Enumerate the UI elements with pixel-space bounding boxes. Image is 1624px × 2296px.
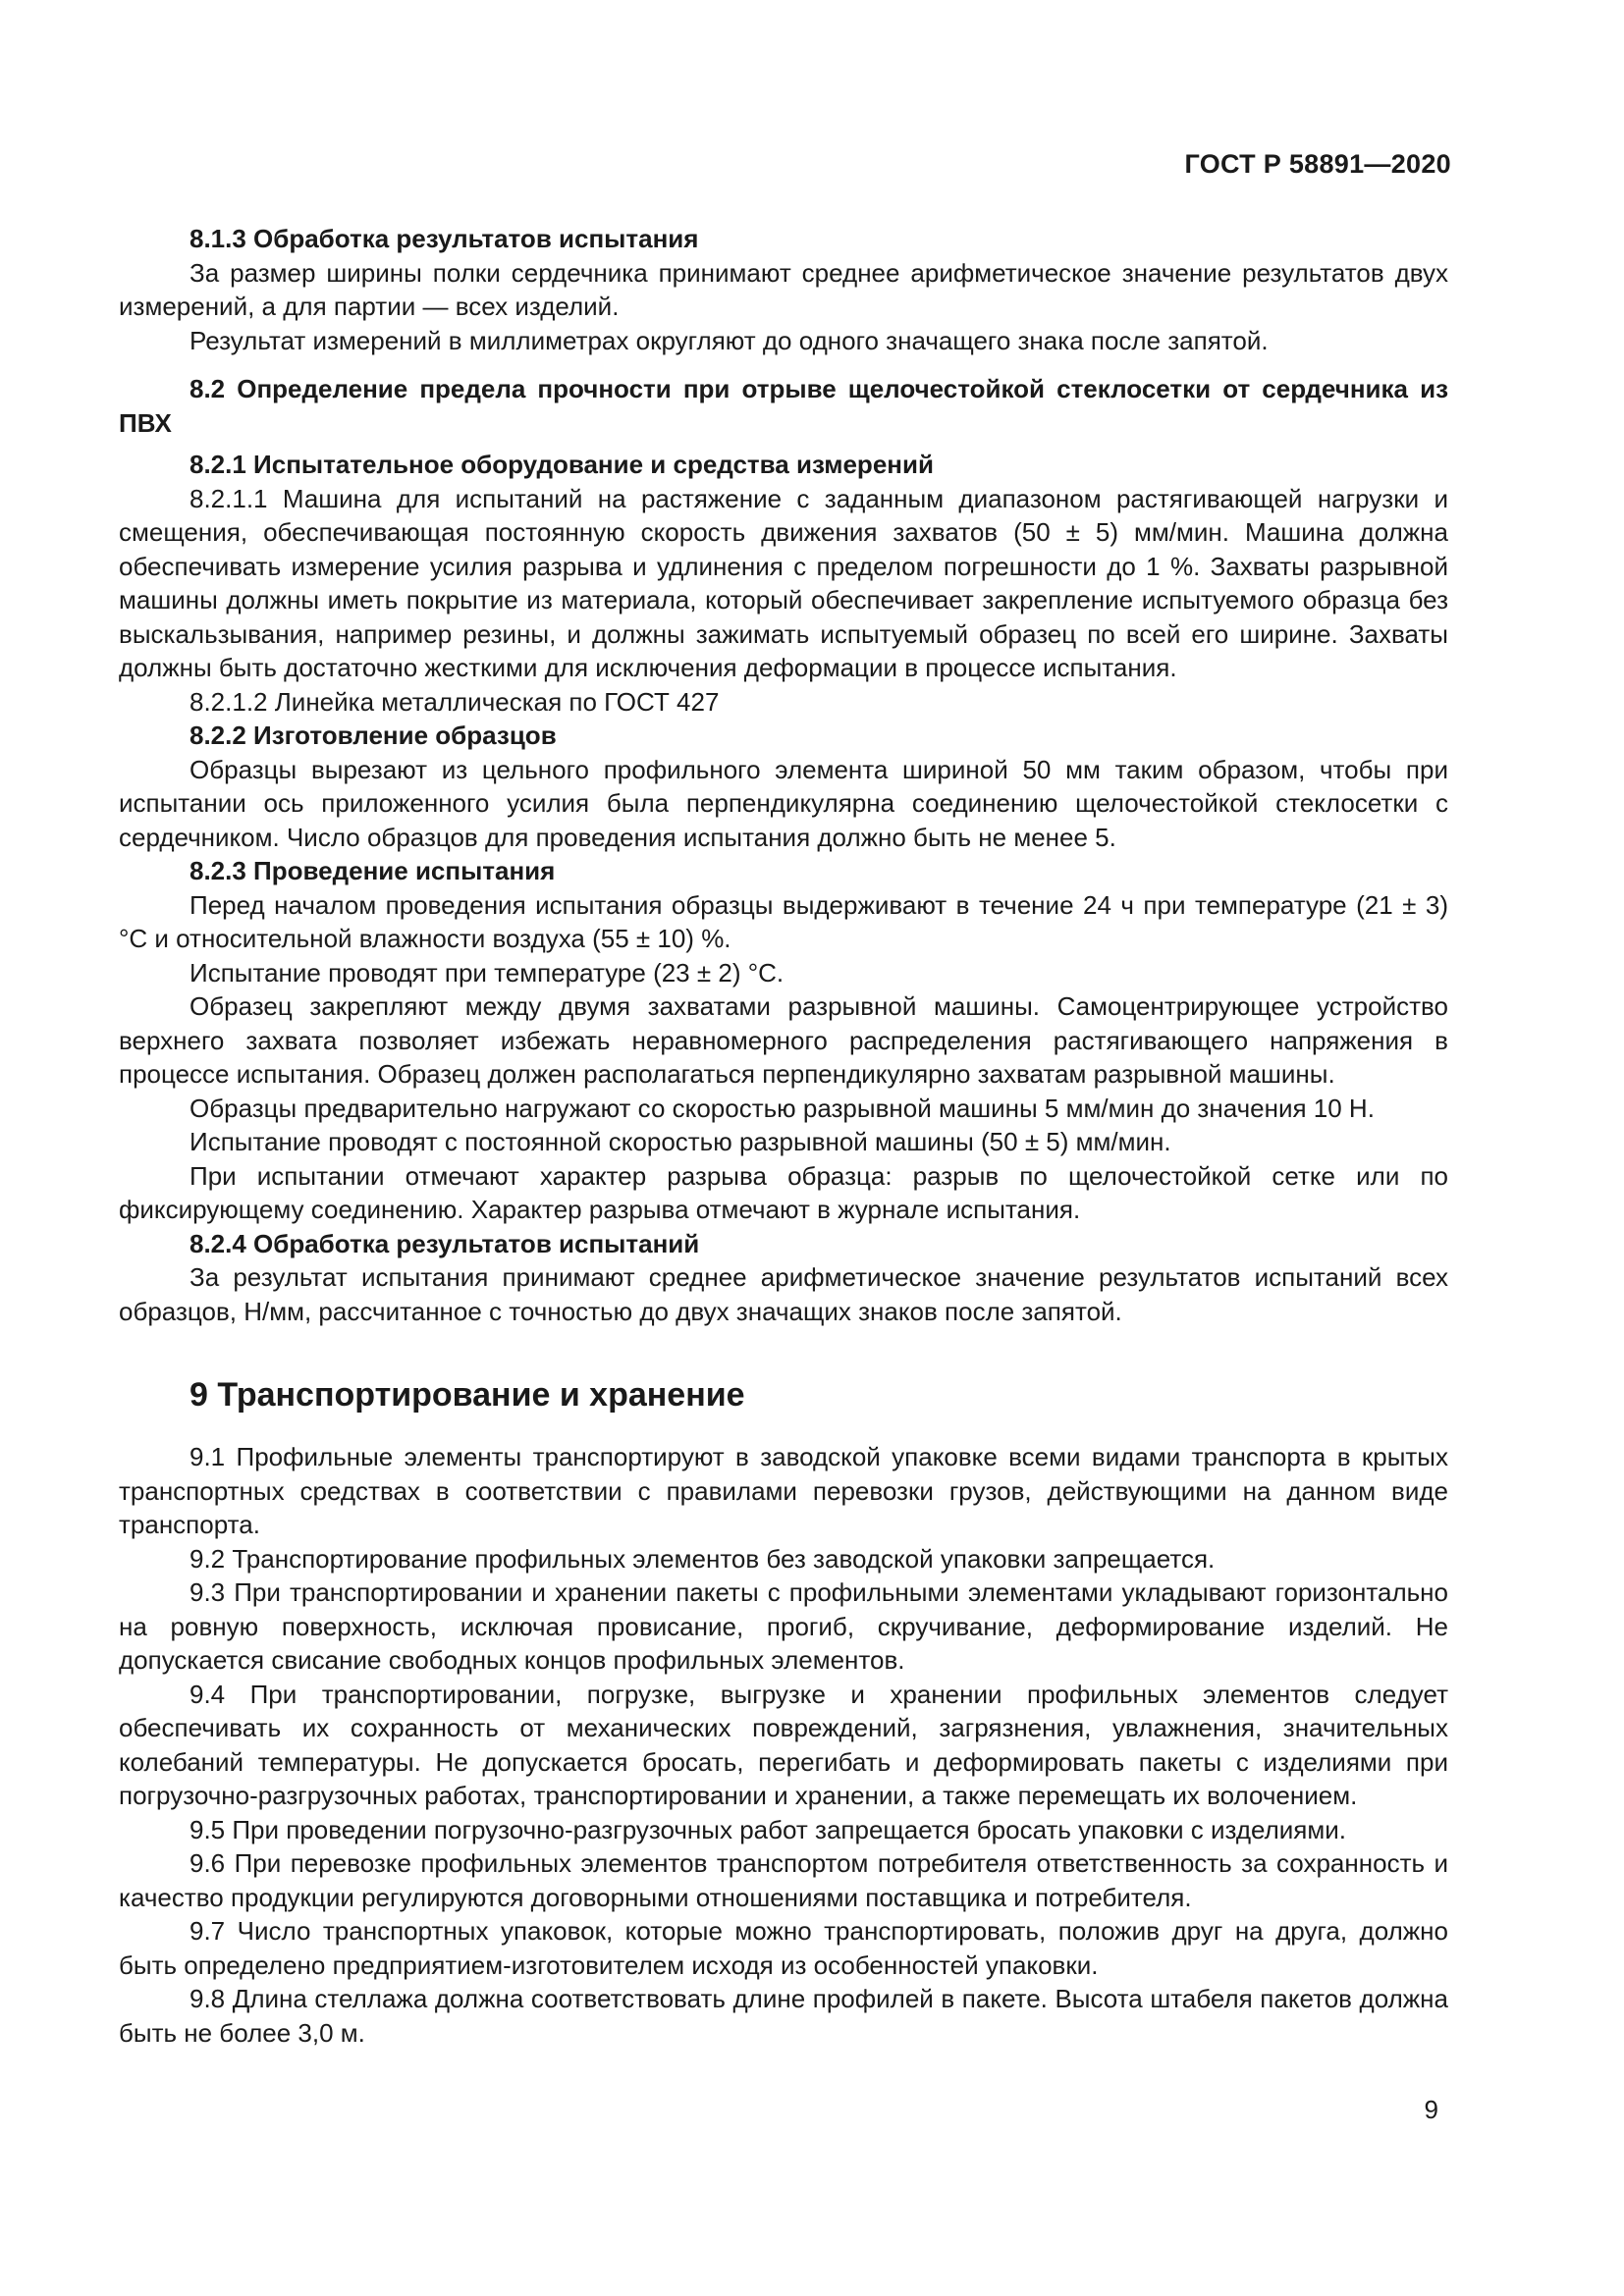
paragraph-9-3: 9.3 При транспортировании и хранении пакеты с профильными элементами укладывают горизонтально на ровную поверхность, исключая провисание, прогиб, скручивание, деформирование изделий. Не допускается свисание свободных концов профильных элементов. (119, 1577, 1448, 1675)
standard-designation: ГОСТ Р 58891—2020 (1184, 149, 1451, 179)
heading-8-2-4: 8.2.4 Обработка результатов испытаний (189, 1228, 700, 1258)
paragraph-9-6: 9.6 При перевозке профильных элементов транспортом потребителя ответственность за сохранность и качество продукции регулируются договорными отношениями поставщика и потребителя. (119, 1848, 1448, 1912)
paragraph-8-2-2-1: Образцы вырезают из цельного профильного элемента шириной 50 мм таким образом, чтобы при испытании ось приложенного усилия была перпендикулярна соединению щелочестойкой стеклосетки с сердечником. Число образцов для проведения испытания должно быть не менее 5. (119, 754, 1448, 852)
paragraph-9-8: 9.8 Длина стеллажа должна соответствовать длине профилей в пакете. Высота штабеля пакетов должна быть не более 3,0 м. (119, 1984, 1448, 2048)
heading-8-2-3: 8.2.3 Проведение испытания (189, 856, 556, 885)
paragraph-8-2-1-1: 8.2.1.1 Машина для испытаний на растяжение с заданным диапазоном растягивающей нагрузки и смещения, обеспечивающая постоянную скорость движения захватов (50 ± 5) мм/мин. Машина должна обеспечивать измерение усилия разрыва и удлинения с пределом погрешности до 1 %. Захваты разрывной машины должны иметь покрытие из материала, который обеспечивает закрепление испытуемого образца без выскальзывания, например резины, и должны зажимать испытуемый образец по всей его ширине. Захваты должны быть достаточно жесткими для исключения деформации в процессе испытания. (119, 483, 1448, 682)
paragraph-8-2-1-2: 8.2.1.2 Линейка металлическая по ГОСТ 427 (189, 686, 720, 717)
paragraph-8-2-3-6: При испытании отмечают характер разрыва образца: разрыв по щелочестойкой сетке или по фиксирующему соединению. Характер разрыва отмечают в журнале испытания. (119, 1160, 1448, 1224)
paragraph-8-2-4-1: За результат испытания принимают среднее арифметическое значение результатов испытаний всех образцов, Н/мм, рассчитанное с точностью до двух значащих знаков после запятой. (119, 1262, 1448, 1326)
paragraph-8-1-3-1: За размер ширины полки сердечника принимают среднее арифметическое значение результатов двух измерений, а для партии — всех изделий. (119, 257, 1448, 321)
paragraph-9-1: 9.1 Профильные элементы транспортируют в заводской упаковке всеми видами транспорта в крытых транспортных средствах в соответствии с правилами перевозки грузов, действующими на данном виде транспорта. (119, 1442, 1448, 1539)
paragraph-8-2-3-4: Образцы предварительно нагружают со скоростью разрывной машины 5 мм/мин до значения 10 Н. (189, 1093, 1375, 1123)
heading-8-2: 8.2 Определение предела прочности при отрыве щелочестойкой стеклосетки от сердечника из ПВХ (119, 374, 1448, 438)
paragraph-9-7: 9.7 Число транспортных упаковок, которые можно транспортировать, положив друг на друга, должно быть определено предприятием-изготовителем исходя из особенностей упаковки. (119, 1916, 1448, 1980)
paragraph-9-4: 9.4 При транспортировании, погрузке, выгрузке и хранении профильных элементов следует обеспечивать их сохранность от механических повреждений, загрязнения, увлажнения, значительных колебаний температуры. Не допускается бросать, перегибать и деформировать пакеты с изделиями при погрузочно-разгрузочных работах, транспортировании и хранении, а также перемещать их волочением. (119, 1679, 1448, 1810)
heading-section-9: 9 Транспортирование и хранение (189, 1376, 745, 1414)
paragraph-8-2-3-3: Образец закрепляют между двумя захватами разрывной машины. Самоцентрирующее устройство верхнего захвата позволяет избежать неравномерного распределения растягивающего напряжения в процессе испытания. Образец должен располагаться перпендикулярно захватам разрывной машины. (119, 991, 1448, 1089)
paragraph-8-1-3-2: Результат измерений в миллиметрах округляют до одного значащего знака после запятой. (189, 325, 1269, 355)
page-content (119, 222, 1448, 2050)
paragraph-9-5: 9.5 При проведении погрузочно-разгрузочных работ запрещается бросать упаковки с изделиями. (189, 1814, 1347, 1844)
paragraph-8-2-3-1: Перед началом проведения испытания образцы выдерживают в течение 24 ч при температуре (21 ± 3) °С и относительной влажности воздуха (55 ± 10) %. (119, 889, 1448, 953)
paragraph-9-2: 9.2 Транспортирование профильных элементов без заводской упаковки запрещается. (189, 1543, 1216, 1574)
paragraph-8-2-3-2: Испытание проводят при температуре (23 ± 2) °С. (189, 957, 785, 988)
heading-8-1-3: 8.1.3 Обработка результатов испытания (189, 224, 699, 253)
page-number: 9 (1424, 2095, 1438, 2124)
heading-8-2-1: 8.2.1 Испытательное оборудование и средства измерений (189, 450, 934, 479)
heading-8-2-2: 8.2.2 Изготовление образцов (189, 721, 557, 750)
paragraph-8-2-3-5: Испытание проводят с постоянной скоростью разрывной машины (50 ± 5) мм/мин. (189, 1127, 1171, 1156)
